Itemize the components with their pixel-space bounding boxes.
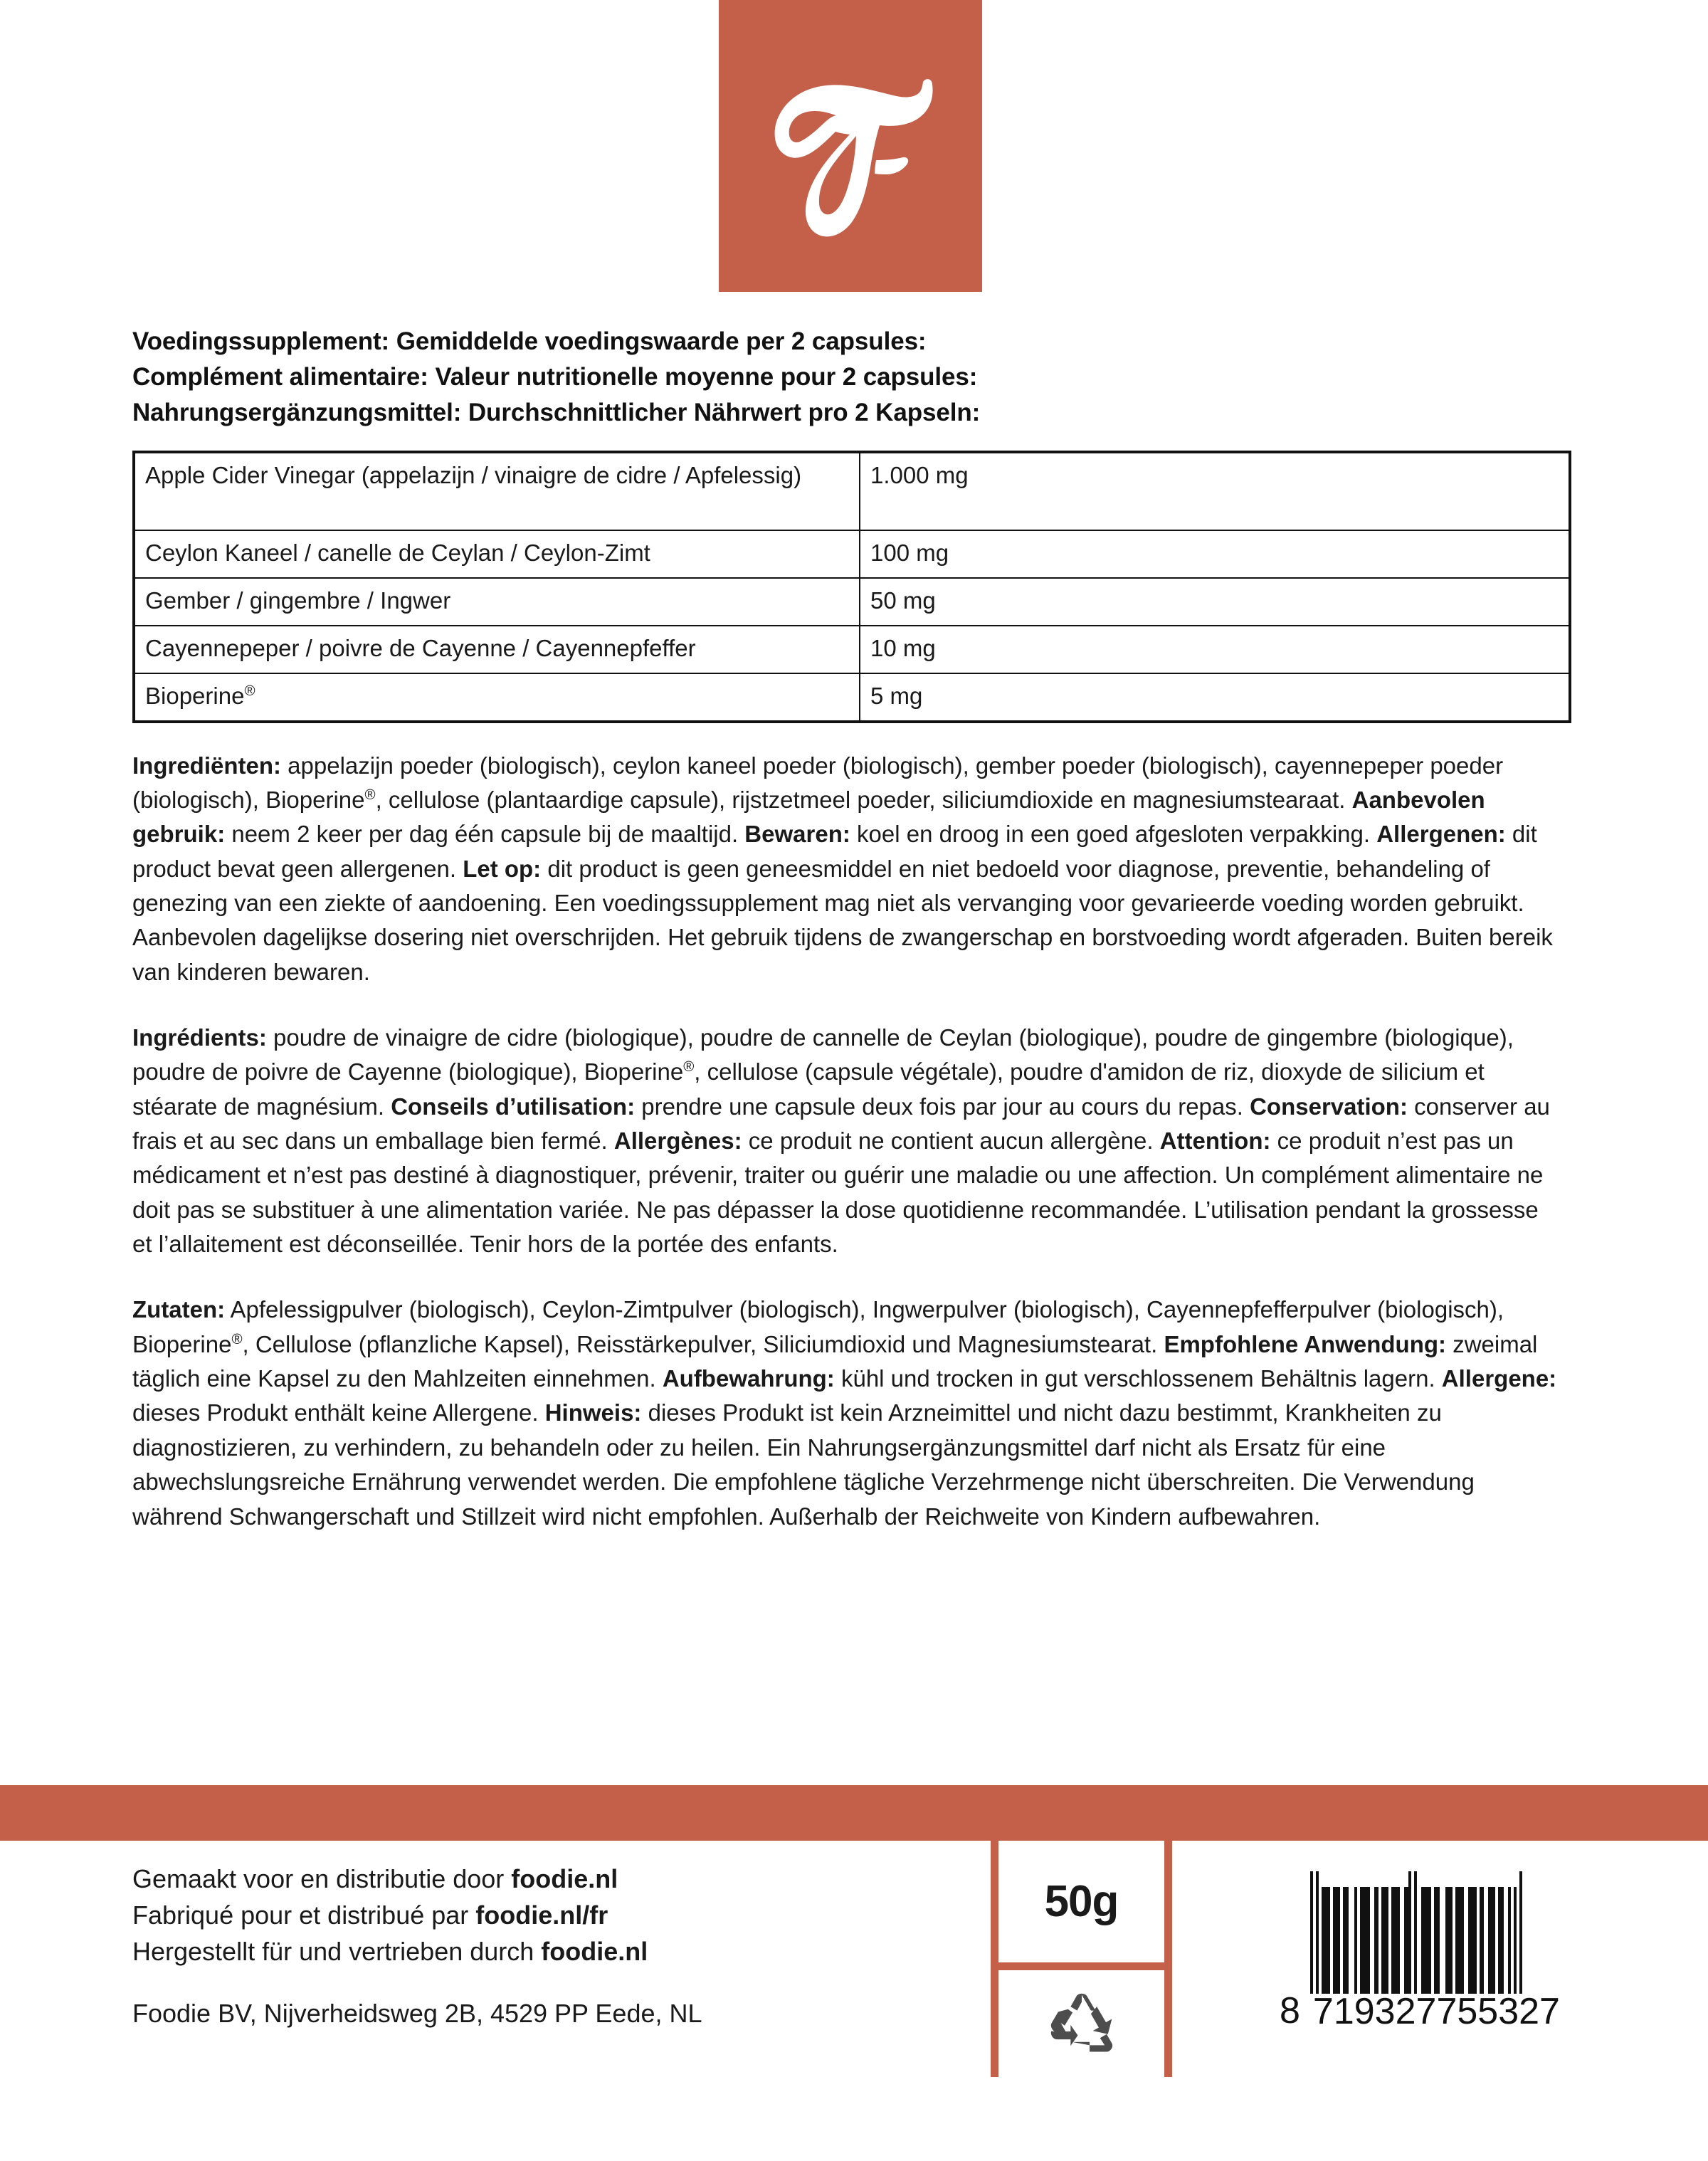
label-ingredients-fr: Ingrédients: [132, 1024, 267, 1051]
ingredients-text-de: Apfelessigpulver (biologisch), Ceylon-Zimtpulver (biologisch), Ingwerpulver (biologisch), Cayennepfefferpulver (biologisch), Bioperine®, Cellulose (pflanzliche Kapsel), Reisstärkepulver, Siliciumdioxid und Magnesiumstearat. [132, 1296, 1504, 1357]
distributor-brand-nl: foodie.nl [511, 1864, 618, 1893]
distributor-block [132, 1861, 972, 2031]
table-row [134, 530, 1570, 578]
distributor-brand-fr: foodie.nl/fr [475, 1900, 608, 1930]
ingredient-name: Cayennepeper / poivre de Cayenne / Cayennepfeffer [134, 626, 860, 673]
footer-divider-horizontal [991, 1962, 1172, 1970]
ingredients-text-nl: appelazijn poeder (biologisch), ceylon kaneel poeder (biologisch), gember poeder (biologisch), cayennepeper poeder (biologisch), Bioperine®, cellulose (plantaardige capsule), rijstzetmeel poeder, siliciumdioxide en magnesiumstearaat. [132, 752, 1504, 813]
heading-block [132, 324, 1571, 431]
usage-text-de: zweimal täglich eine Kapsel zu den Mahlzeiten einnehmen. [132, 1330, 1538, 1392]
distributor-prefix-nl: Gemaakt voor en distributie door [132, 1864, 512, 1893]
barcode-bars [1310, 1887, 1563, 1994]
ingredient-amount: 50 mg [860, 578, 1570, 626]
barcode-group-left: 719327 [1312, 1990, 1437, 2032]
footer-divider-vertical-right [1164, 1841, 1172, 2077]
ingredients-paragraph-de [132, 1293, 1563, 1533]
table-row [134, 452, 1570, 530]
distributor-line-de [132, 1933, 972, 1970]
recycle-cell [998, 1970, 1164, 2077]
label-storage-nl: Bewaren: [744, 821, 850, 848]
ingredient-name: Ceylon Kaneel / canelle de Ceylan / Ceylon-Zimt [134, 530, 860, 578]
label-usage-fr: Conseils d’utilisation: [391, 1093, 636, 1120]
ingredients-text-fr: poudre de vinaigre de cidre (biologique), poudre de cannelle de Ceylan (biologique), poudre de gingembre (biologique), poudre de poivre de Cayenne (biologique), Bioperine®, cellulose (capsule végétale), poudre d'amidon de riz, dioxyde de silicium et stéarate de magnésium. [132, 1024, 1514, 1120]
ingredient-amount: 100 mg [860, 530, 1570, 578]
foodie-script-f-logo-icon [744, 39, 957, 253]
label-warning-fr: Attention: [1159, 1127, 1271, 1155]
barcode-cell [1172, 1841, 1670, 2077]
ingredients-paragraph-fr [132, 1021, 1563, 1261]
label-usage-nl: Aanbevolen gebruik: [132, 786, 1485, 848]
barcode-digits [1310, 1992, 1563, 2031]
barcode-lead-digit: 8 [1280, 1990, 1300, 2032]
label-ingredients-nl: Ingrediënten: [132, 752, 282, 779]
allergens-text-de: dieses Produkt enthält keine Allergene. [132, 1399, 545, 1426]
warning-text-fr: ce produit n’est pas un médicament et n’est pas destiné à diagnostiquer, prévenir, traiter ou guérir une maladie ou une affection. Un complément alimentaire ne doit pas se substituer à une alimentation variée. Ne pas dépasser la dose quotidienne recommandée. L’utilisation pendant la grossesse et l’allaitement est déconseillée. Tenir hors de la portée des enfants. [132, 1127, 1544, 1258]
ingredient-amount: 5 mg [860, 673, 1570, 722]
label-content [132, 324, 1571, 1534]
distributor-brand-de: foodie.nl [541, 1937, 648, 1967]
usage-text-fr: prendre une capsule deux fois par jour au cours du repas. [635, 1093, 1250, 1120]
heading-line-nl: Voedingssupplement: Gemiddelde voedingswaarde per 2 capsules: [132, 327, 927, 355]
barcode [1280, 1887, 1563, 2031]
footer-divider-vertical-left [991, 1841, 998, 2077]
table-row [134, 578, 1570, 626]
nutrition-table [132, 451, 1571, 723]
label-allergens-fr: Allergènes: [613, 1127, 742, 1155]
label-warning-nl: Let op: [463, 855, 542, 882]
net-weight-cell [998, 1841, 1164, 1962]
distributor-prefix-fr: Fabriqué pour et distribué par [132, 1900, 476, 1930]
warning-text-nl: dit product is geen geneesmiddel en niet bedoeld voor diagnose, preventie, behandeling of genezing van een ziekte of aandoening. Een voedingssupplement mag niet als vervanging voor gevarieerde voeding worden gebruikt. Aanbevolen dagelijkse dosering niet overschrijden. Het gebruik tijdens de zwangerschap en borstvoeding wordt afgeraden. Buiten bereik van kinderen bewaren. [132, 855, 1553, 985]
barcode-group-right: 755327 [1436, 1990, 1560, 2032]
allergens-text-fr: ce produit ne contient aucun allergène. [742, 1127, 1160, 1155]
label-allergens-de: Allergene: [1441, 1365, 1557, 1392]
table-row [134, 626, 1570, 673]
distributor-line-nl [132, 1861, 972, 1897]
label-storage-de: Aufbewahrung: [662, 1365, 835, 1392]
ingredient-name: Apple Cider Vinegar (appelazijn / vinaigre de cidre / Apfelessig) [134, 452, 860, 530]
ingredient-amount: 10 mg [860, 626, 1570, 673]
storage-text-nl: koel en droog in een goed afgesloten verpakking. [850, 821, 1377, 848]
storage-text-fr: conserver au frais et au sec dans un emballage bien fermé. [132, 1093, 1550, 1155]
ingredient-name: Gember / gingembre / Ingwer [134, 578, 860, 626]
ingredient-amount: 1.000 mg [860, 452, 1570, 530]
distributor-prefix-de: Hergestellt für und vertrieben durch [132, 1937, 542, 1967]
usage-text-nl: neem 2 keer per dag één capsule bij de maaltijd. [225, 821, 745, 848]
label-ingredients-de: Zutaten: [132, 1296, 226, 1323]
footer-accent-bar-top [0, 1785, 1708, 1841]
label-warning-de: Hinweis: [544, 1399, 642, 1426]
distributor-line-fr [132, 1897, 972, 1933]
label-allergens-nl: Allergenen: [1376, 821, 1506, 848]
table-row [134, 673, 1570, 722]
company-address: Foodie BV, Nijverheidsweg 2B, 4529 PP Eede, NL [132, 1999, 702, 2029]
heading-line-fr: Complément alimentaire: Valeur nutritionelle moyenne pour 2 capsules: [132, 363, 978, 391]
ingredient-name: Bioperine® [134, 673, 860, 722]
label-storage-fr: Conservation: [1250, 1093, 1408, 1120]
brand-logo-block [719, 0, 982, 292]
label-usage-de: Empfohlene Anwendung: [1164, 1330, 1447, 1357]
net-weight-value: 50g [1044, 1877, 1119, 1926]
ingredients-paragraph-nl [132, 749, 1563, 989]
heading-line-de: Nahrungsergänzungsmittel: Durchschnittlicher Nährwert pro 2 Kapseln: [132, 399, 981, 427]
allergens-text-nl: dit product bevat geen allergenen. [132, 821, 1537, 882]
storage-text-de: kühl und trocken in gut verschlossenem Behältnis lagern. [834, 1365, 1442, 1392]
warning-text-de: dieses Produkt ist kein Arzneimittel und nicht dazu bestimmt, Krankheiten zu diagnostizieren, zu verhindern, zu behandeln oder zu heilen. Ein Nahrungsergänzungsmittel darf nicht als Ersatz für eine abwechslungsreiche Ernährung verwendet werden. Die empfohlene tägliche Verzehrmenge nicht überschreiten. Die Verwendung während Schwangerschaft und Stillzeit wird nicht empfohlen. Außerhalb der Reichweite von Kindern aufbewahren. [132, 1399, 1475, 1530]
recycle-mobius-loop-icon [1049, 1991, 1114, 2056]
